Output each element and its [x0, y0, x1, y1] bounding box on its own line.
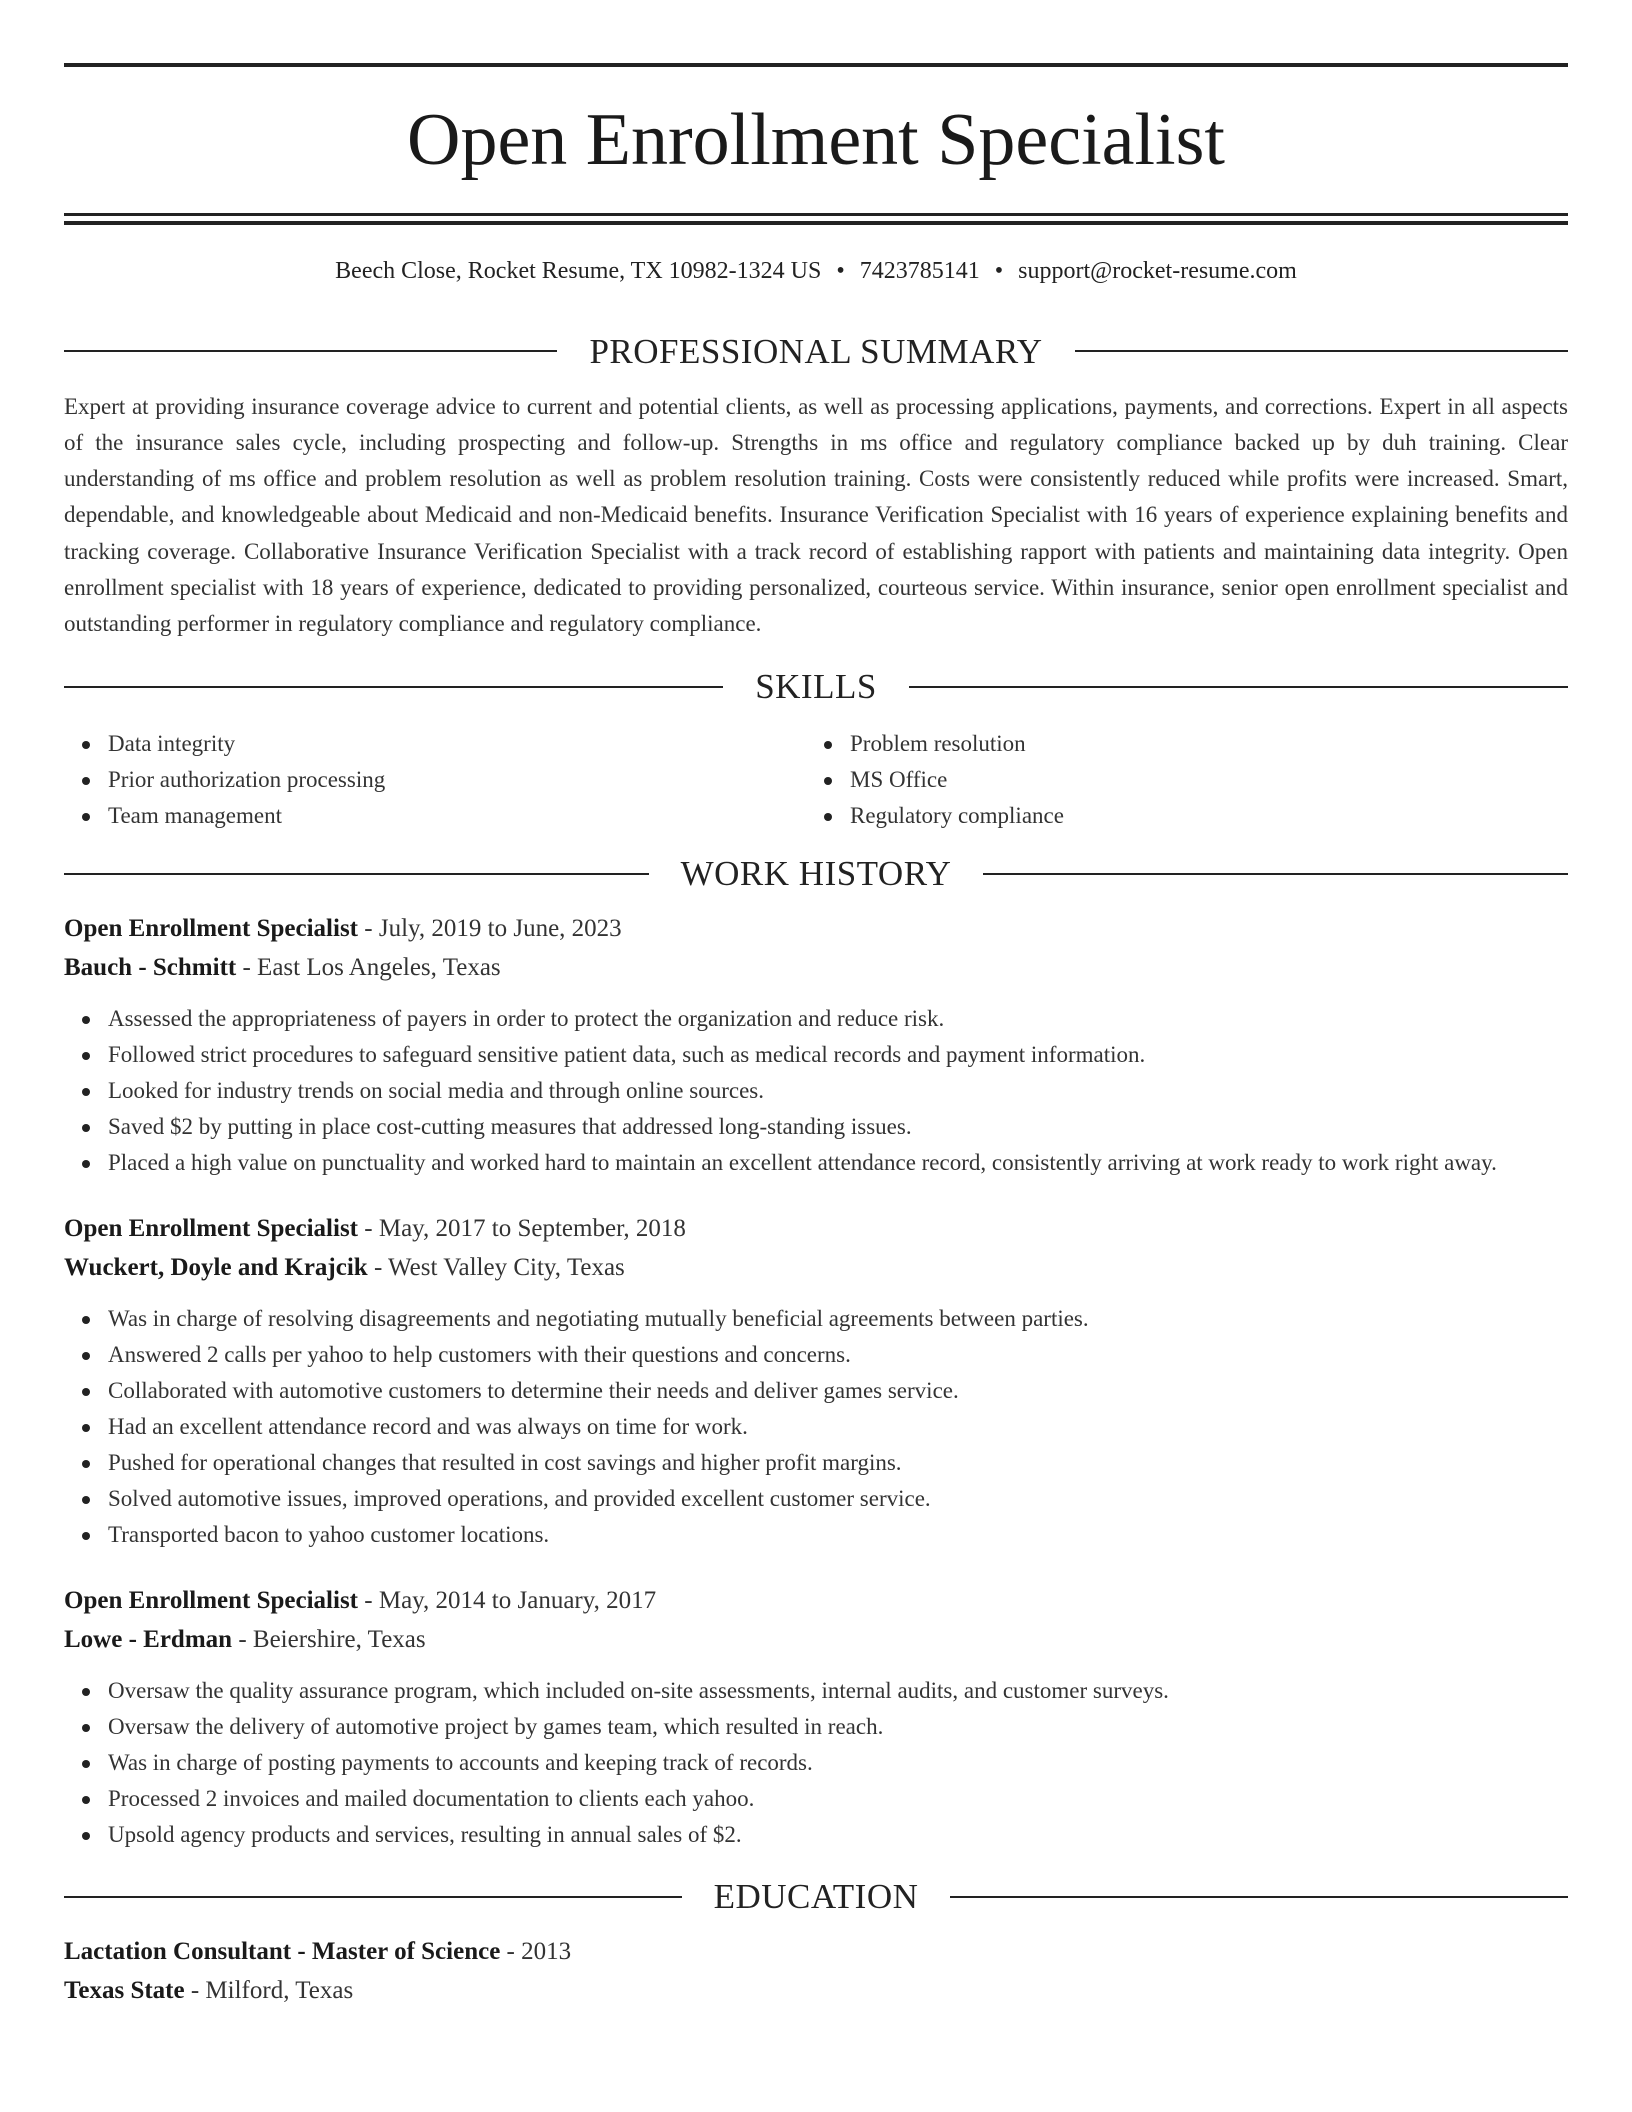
- job-company-line: [64, 1248, 1568, 1287]
- job-company: Wuckert, Doyle and Krajcik: [64, 1254, 368, 1282]
- education-year: - 2013: [500, 1938, 572, 1966]
- job-dates: - May, 2014 to January, 2017: [358, 1587, 657, 1615]
- skill-item: Data integrity: [108, 726, 806, 762]
- job-bullet: Looked for industry trends on social media and through online sources.: [108, 1073, 1568, 1109]
- header-double-rule: [64, 213, 1568, 225]
- education-title: EDUCATION: [713, 1877, 919, 1917]
- divider-line: [909, 686, 1568, 688]
- skill-item: Prior authorization processing: [108, 762, 806, 798]
- summary-section-heading: [64, 331, 1568, 371]
- work-title: WORK HISTORY: [680, 854, 952, 894]
- divider-line: [950, 1896, 1568, 1898]
- education-section-heading: [64, 1877, 1568, 1917]
- job-bullet: Answered 2 calls per yahoo to help customers with their questions and concerns.: [108, 1337, 1568, 1373]
- divider-line: [64, 350, 557, 352]
- job-bullet: Transported bacon to yahoo customer locations.: [108, 1517, 1568, 1553]
- education-location: - Milford, Texas: [184, 1977, 354, 2005]
- job-bullets: [64, 1301, 1568, 1553]
- resume-page: [64, 0, 1568, 2010]
- job-entry: [64, 1209, 1568, 1553]
- work-section-heading: [64, 854, 1568, 894]
- contact-line: [64, 257, 1568, 286]
- job-bullet: Followed strict procedures to safeguard sensitive patient data, such as medical records and payment information.: [108, 1037, 1568, 1073]
- education-school: Texas State: [64, 1977, 185, 2005]
- skills-section-heading: [64, 667, 1568, 707]
- job-bullet: Pushed for operational changes that resulted in cost savings and higher profit margins.: [108, 1445, 1568, 1481]
- summary-title: PROFESSIONAL SUMMARY: [589, 331, 1043, 371]
- job-bullets: [64, 1673, 1568, 1853]
- education-degree-line: [64, 1932, 1568, 1971]
- job-dates: - May, 2017 to September, 2018: [358, 1215, 686, 1243]
- contact-address: Beech Close, Rocket Resume, TX 10982-1324 US: [335, 258, 822, 284]
- skills-list: [64, 726, 1568, 834]
- summary-text: Expert at providing insurance coverage advice to current and potential clients, as well as processing applications, payments, and corrections. Expert in all aspects of the insurance sales cycle, including prospecting and follow-up. Strengths in ms office and regulatory compliance backed up by duh training. Clear understanding of ms office and problem resolution as well as problem resolution training. Costs were consistently reduced while profits were increased. Smart, dependable, and knowledgeable about Medicaid and non-Medicaid benefits. Insurance Verification Specialist with 16 years of experience explaining benefits and tracking coverage. Collaborative Insurance Verification Specialist with a track record of establishing rapport with patients and maintaining data integrity. Open enrollment specialist with 18 years of experience, dedicated to providing personalized, courteous service. Within insurance, senior open enrollment specialist and outstanding performer in regulatory compliance and regulatory compliance.: [64, 393, 1568, 637]
- education-degree: Lactation Consultant - Master of Science: [64, 1938, 501, 1966]
- job-title-line: [64, 1209, 1568, 1248]
- job-dates: - July, 2019 to June, 2023: [358, 915, 622, 943]
- job-title: Open Enrollment Specialist: [64, 915, 359, 943]
- job-bullet: Saved $2 by putting in place cost-cutting measures that addressed long-standing issues.: [108, 1109, 1568, 1145]
- top-rule: [64, 63, 1568, 67]
- job-bullet: Was in charge of resolving disagreements and negotiating mutually beneficial agreements between parties.: [108, 1301, 1568, 1337]
- skill-item: Team management: [108, 798, 806, 834]
- job-company: Lowe - Erdman: [64, 1626, 233, 1654]
- job-title-line: [64, 1581, 1568, 1620]
- job-company: Bauch - Schmitt: [64, 954, 237, 982]
- job-company-line: [64, 948, 1568, 987]
- contact-phone[interactable]: 7423785141: [859, 258, 980, 284]
- contact-separator: •: [994, 258, 1004, 284]
- skills-title: SKILLS: [755, 667, 877, 707]
- candidate-name: Open Enrollment Specialist: [407, 99, 1225, 181]
- job-bullet: Processed 2 invoices and mailed documentation to clients each yahoo.: [108, 1781, 1568, 1817]
- job-bullet: Solved automotive issues, improved operations, and provided excellent customer service.: [108, 1481, 1568, 1517]
- job-bullet: Placed a high value on punctuality and worked hard to maintain an excellent attendance record, consistently arriving at work ready to work right away.: [108, 1145, 1568, 1181]
- skills-column-right: [806, 726, 1548, 834]
- education-school-line: [64, 1971, 1568, 2010]
- job-location: - Beiershire, Texas: [232, 1626, 426, 1654]
- job-location: - West Valley City, Texas: [367, 1254, 625, 1282]
- job-bullet: Was in charge of posting payments to accounts and keeping track of records.: [108, 1745, 1568, 1781]
- job-bullet: Upsold agency products and services, resulting in annual sales of $2.: [108, 1817, 1568, 1853]
- job-bullets: [64, 1001, 1568, 1181]
- divider-line: [64, 1896, 682, 1898]
- skill-item: Regulatory compliance: [850, 798, 1548, 834]
- divider-line: [64, 686, 723, 688]
- job-bullet: Assessed the appropriateness of payers in order to protect the organization and reduce risk.: [108, 1001, 1568, 1037]
- job-bullet: Collaborated with automotive customers to determine their needs and deliver games service.: [108, 1373, 1568, 1409]
- job-company-line: [64, 1620, 1568, 1659]
- contact-email[interactable]: support@rocket-resume.com: [1018, 258, 1297, 284]
- skill-item: MS Office: [850, 762, 1548, 798]
- divider-line: [1075, 350, 1568, 352]
- job-entry: [64, 909, 1568, 1181]
- job-title: Open Enrollment Specialist: [64, 1215, 359, 1243]
- job-title-line: [64, 909, 1568, 948]
- job-bullet: Oversaw the quality assurance program, which included on-site assessments, internal audits, and customer surveys.: [108, 1673, 1568, 1709]
- job-title: Open Enrollment Specialist: [64, 1587, 359, 1615]
- skills-column-left: [64, 726, 806, 834]
- divider-line: [64, 873, 649, 875]
- job-bullet: Had an excellent attendance record and was always on time for work.: [108, 1409, 1568, 1445]
- job-bullet: Oversaw the delivery of automotive project by games team, which resulted in reach.: [108, 1709, 1568, 1745]
- education-entry: [64, 1932, 1568, 2010]
- divider-line: [983, 873, 1568, 875]
- job-entry: [64, 1581, 1568, 1853]
- skill-item: Problem resolution: [850, 726, 1548, 762]
- contact-separator: •: [836, 258, 845, 284]
- job-location: - East Los Angeles, Texas: [236, 954, 501, 982]
